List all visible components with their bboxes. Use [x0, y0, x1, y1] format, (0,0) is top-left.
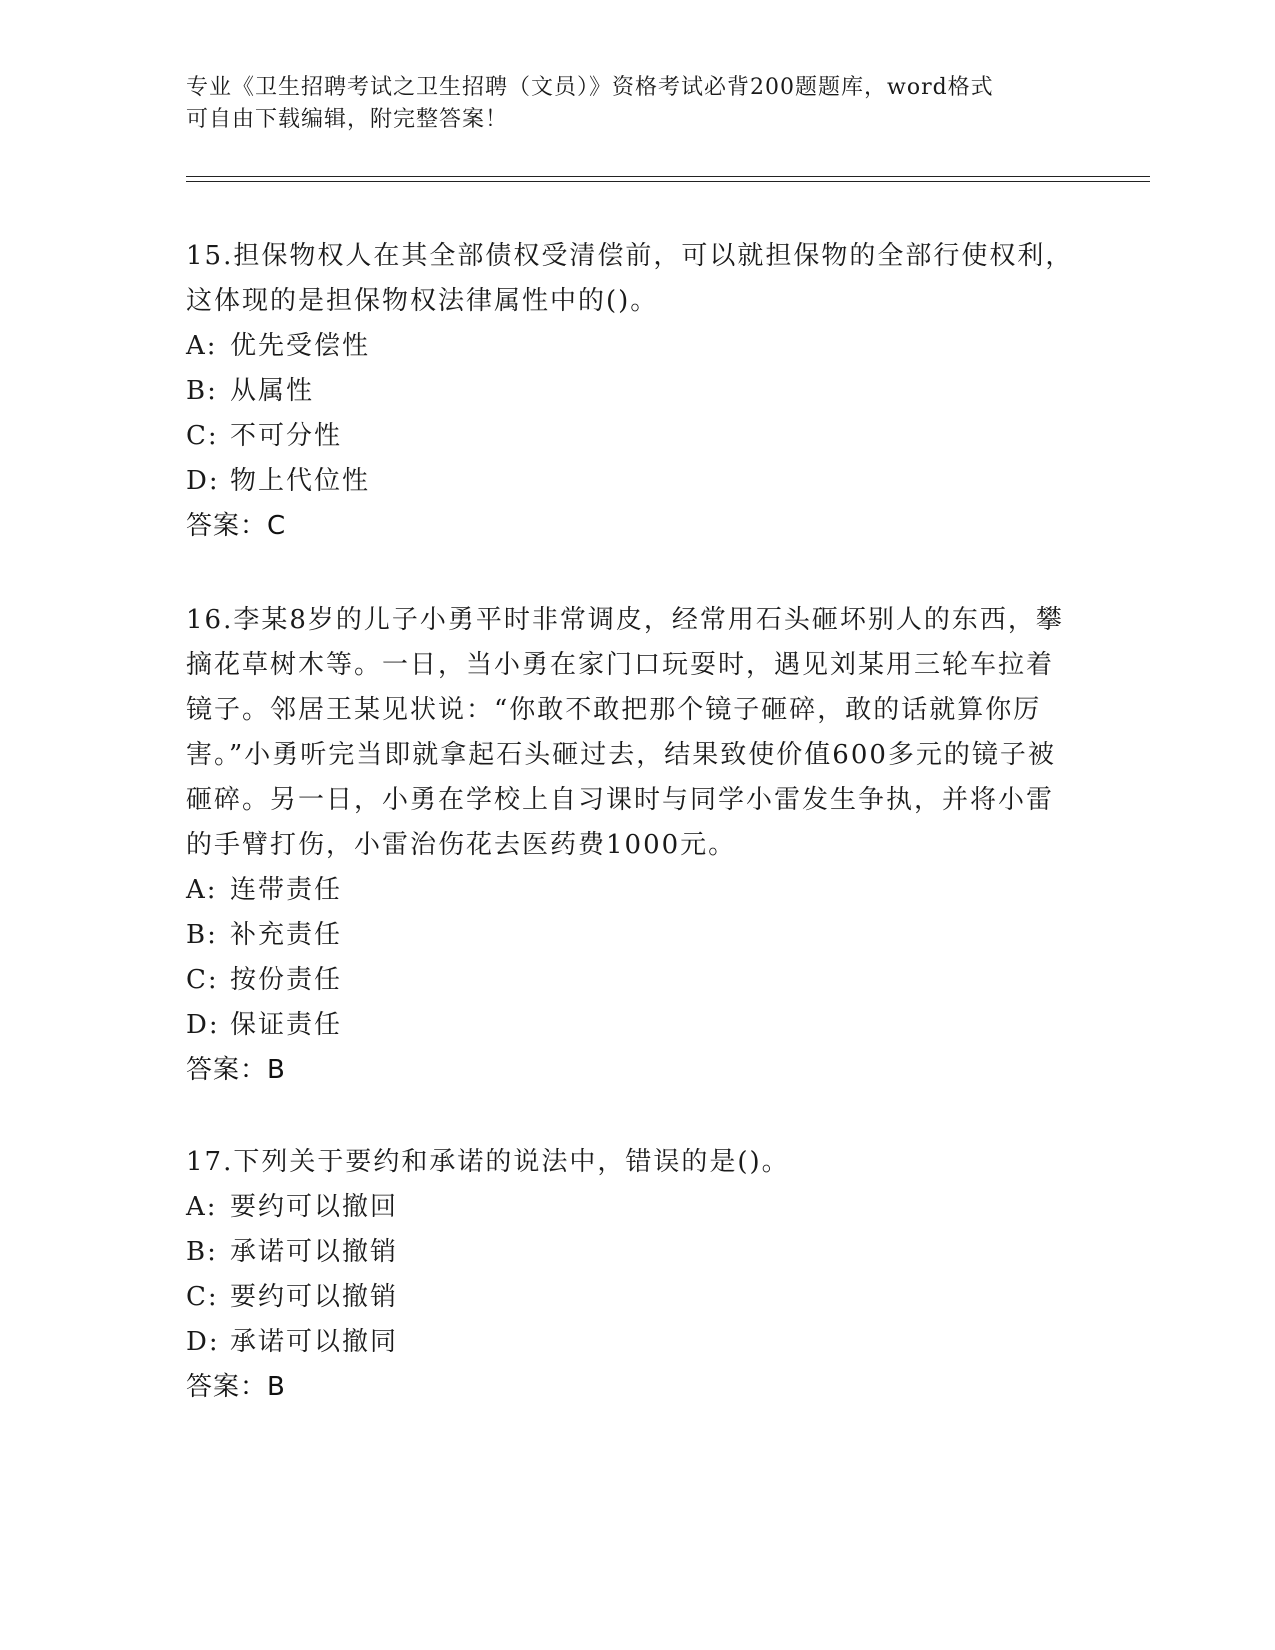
option-text: 优先受偿性 — [230, 331, 371, 361]
option-letter: D: — [186, 1327, 220, 1357]
document-header — [186, 72, 1066, 136]
option-letter: A: — [186, 875, 218, 905]
answer-label: 答案：C — [186, 511, 287, 541]
option-letter: D: — [186, 466, 220, 496]
option-c — [186, 1275, 1076, 1320]
answer-label: 答案：B — [186, 1372, 286, 1402]
option-text: 保证责任 — [230, 1010, 343, 1040]
option-letter: B: — [186, 1237, 218, 1267]
header-divider-bottom — [186, 181, 1150, 182]
question-text: 16.李某8岁的儿子小勇平时非常调皮，经常用石头砸坏别人的东西，攀摘花草树木等。一日，当小勇在家门口玩耍时，遇见刘某用三轮车拉着镜子。邻居王某见状说：“你敢不敢把那个镜子砸碎，敢的话就算你厉害。”小勇听完当即就拿起石头砸过去，结果致使价值600多元的镜子被砸碎。另一日，小勇在学校上自习课时与同学小雷发生争执，并将小雷的手臂打伤，小雷治伤花去医药费1000元。 — [186, 605, 1064, 860]
option-d — [186, 459, 1076, 504]
header-title-line-1: 专业《卫生招聘考试之卫生招聘（文员）》资格考试必背200题题库，word格式 — [186, 75, 994, 100]
option-b — [186, 913, 1076, 958]
option-letter: B: — [186, 376, 218, 406]
option-text: 要约可以撤回 — [230, 1192, 399, 1222]
option-text: 不可分性 — [230, 421, 343, 451]
option-letter: A: — [186, 331, 218, 361]
option-b — [186, 369, 1076, 414]
option-text: 承诺可以撤销 — [230, 1237, 399, 1267]
header-divider-top — [186, 176, 1150, 177]
option-text: 承诺可以撤同 — [230, 1327, 399, 1357]
option-letter: B: — [186, 920, 218, 950]
question-15 — [186, 234, 1076, 549]
option-letter: A: — [186, 1192, 218, 1222]
header-title-line-2: 可自由下载编辑，附完整答案！ — [186, 107, 509, 132]
question-17 — [186, 1140, 1076, 1410]
question-text: 15.担保物权人在其全部债权受清偿前，可以就担保物的全部行使权利，这体现的是担保物权法律属性中的()。 — [186, 241, 1074, 316]
option-letter: C: — [186, 1282, 219, 1312]
answer-label: 答案：B — [186, 1055, 286, 1085]
question-16 — [186, 598, 1076, 1093]
option-text: 连带责任 — [230, 875, 343, 905]
option-a — [186, 324, 1076, 369]
option-letter: C: — [186, 965, 219, 995]
option-d — [186, 1320, 1076, 1365]
option-d — [186, 1003, 1076, 1048]
option-letter: D: — [186, 1010, 220, 1040]
option-text: 补充责任 — [230, 920, 343, 950]
option-a — [186, 868, 1076, 913]
option-text: 物上代位性 — [230, 466, 371, 496]
option-text: 从属性 — [230, 376, 315, 406]
option-c — [186, 414, 1076, 459]
option-b — [186, 1230, 1076, 1275]
question-text: 17.下列关于要约和承诺的说法中，错误的是()。 — [186, 1147, 790, 1177]
option-a — [186, 1185, 1076, 1230]
option-text: 按份责任 — [230, 965, 343, 995]
option-c — [186, 958, 1076, 1003]
option-letter: C: — [186, 421, 219, 451]
option-text: 要约可以撤销 — [230, 1282, 399, 1312]
